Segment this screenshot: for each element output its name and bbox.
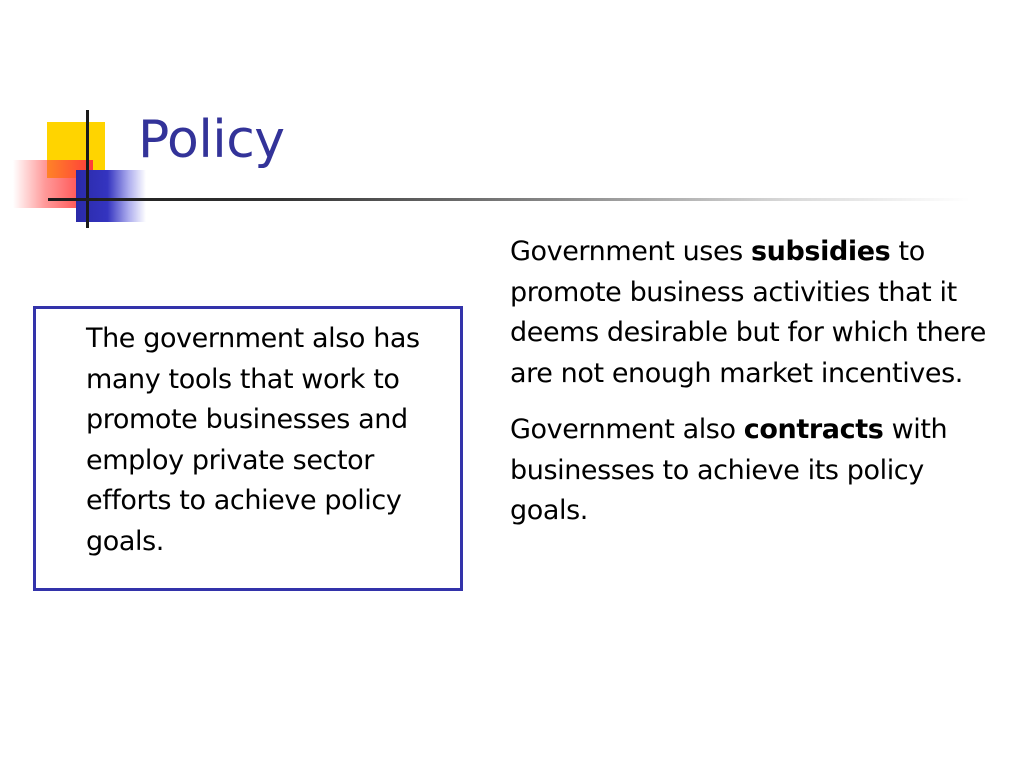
- right-column-body: [510, 232, 1000, 532]
- paragraph-text-after: with businesses to achieve its policy goals.: [510, 414, 948, 526]
- callout-box: [33, 306, 463, 591]
- slide-title: Policy: [138, 110, 285, 170]
- paragraph-text-before: Government uses: [510, 236, 752, 267]
- paragraph-contracts: [510, 410, 1000, 532]
- paragraph-subsidies: [510, 232, 1000, 394]
- keyword-subsidies: subsidies: [751, 236, 891, 267]
- logo-vertical-line: [86, 110, 89, 228]
- callout-text: The government also has many tools that work to promote businesses and employ private sector efforts to achieve policy goals.: [86, 323, 420, 557]
- paragraph-text-before: Government also: [510, 414, 744, 445]
- keyword-contracts: contracts: [743, 414, 884, 445]
- title-underline-divider: [48, 198, 970, 201]
- decorative-squares-logo: [0, 0, 150, 240]
- paragraph-text-after: to promote business activities that it deems desirable but for which there are not enough market incentives.: [510, 236, 986, 389]
